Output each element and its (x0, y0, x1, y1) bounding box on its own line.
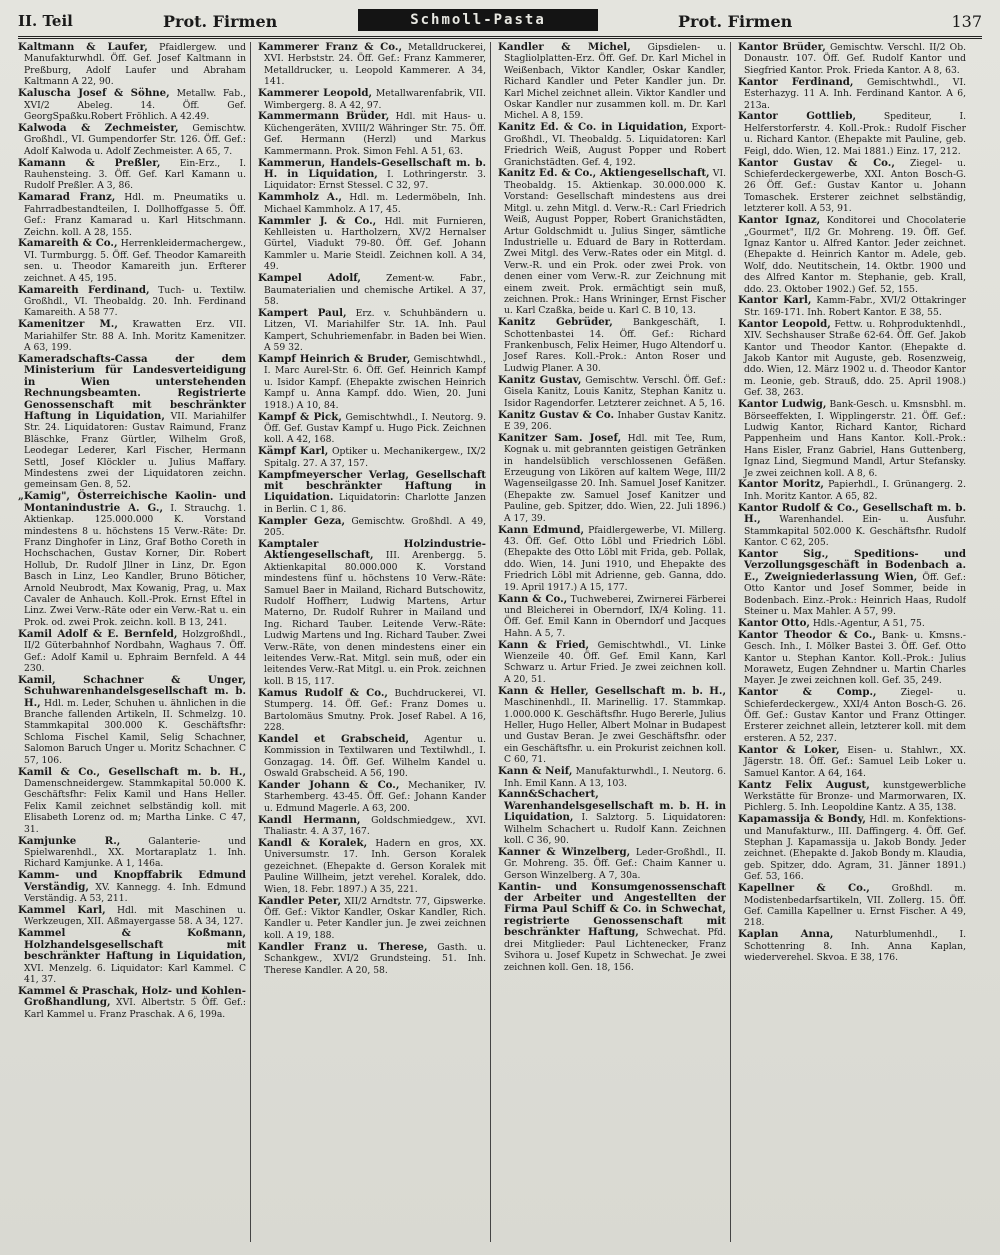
firm-name: Kanitz Ed. & Co., Aktiengesellschaft, (498, 167, 710, 180)
firm-details: Gemischtwhdl., VI. Esterhazyg. 11 A. Inh. Ferdinand Kantor. A 6, 213a. (744, 76, 966, 111)
firm-details: Papierhdl., I. Grünangerg. 2. Inh. Moritz Kantor. A 65, 82. (744, 479, 966, 502)
firm-name: Kann&Schachert, Warenhandelsgesellschaft m. b. H. in Liquidation, (498, 788, 726, 824)
firm-details: Bankgeschäft, I. Schottenbastei 14. Öff. Gef.: Richard Frankenbusch, Felix Heimer, Hugo Altendorf u. Josef Rares. Koll.-Prok.: Anton Roser und Ludwig Planer. A 30. (504, 317, 726, 374)
firm-details: Export-Großhdl., VI. Theobaldg. 5. Liquidatoren: Karl Friedrich Weiß, August Popper und Robert Granichstädten. Gef. 4, 192. (504, 122, 726, 168)
firm-details: Inhaber Gustav Kanitz. E 39, 206. (504, 409, 726, 432)
firm-name: Kampler Geza, (258, 514, 346, 527)
firm-name: Kander Johann & Co., (258, 779, 400, 791)
firm-name: Kamenitzer M., (18, 318, 118, 331)
column-divider (490, 42, 491, 1242)
firm-details: I. Strauchg. 1. Aktienkap. 125.000.000 K. Vorstand mindestens 8 u. höchstens 15 Verw.-Räte: Dr. Franz Dinghofer in Linz, Graf Botho Coreth in Hochschachen, Gustav Korner, Dir. Robert Hollub, Dr. Rudolf Jllner in Linz, Dr. Egon Basch in Linz, Leo Kandler, Bruno Böticher, Arnold Neubrodt, Max Kowanig, Prag, u. Max Cavaler de Anhauch. Koll.-Prok. Ernst Eftel in Linz. Zwei Verw.-Räte oder ein Verw.-Rat u. ein Prok. od. zwei Prok. zeichn. koll. B 13, 241. (24, 502, 246, 628)
directory-entry (498, 525, 726, 593)
directory-entry (258, 539, 486, 687)
firm-name: Kalusch​a Josef & Söhne, (18, 87, 170, 100)
directory-entry (18, 836, 246, 870)
directory-entry (498, 847, 726, 881)
firm-details: I. Salztorg. 5. Liquidatoren: Wilhelm Schachert u. Rudolf Kann. Zeichnen koll. C 36, 90. (504, 812, 726, 847)
firm-name: Kamil & Co., Gesellschaft m. b. H., (18, 765, 246, 778)
firm-details: Optiker u. Mechanikergew., IX/2 Spitalg. 27. A 37, 157. (264, 446, 486, 469)
directory-entry (258, 412, 486, 446)
firm-details: XVI. Menzelg. 6. Liquidator: Karl Kammel. C 41, 37. (24, 962, 246, 985)
firm-details: Hdl. mit Tee, Rum, Kognak u. mit gebrannten geistigen Getränken in handelsüblich verschlossenen Gefäßen. Erzeugung von Likören auf kaltem Wege, III/2 Wagenseilgasse 20. Inh. Samuel Josef Kanitzer. (Ehepakte zw. Samuel Josef Kanitzer und Pauline, geb. Spitzer, ddo. Wien, 22. Juli 1896.) A 17, 39. (504, 432, 726, 524)
firm-name: Kamil, Schachner & Unger, Schuhwarenhandelsgesellschaft m. b. H., (18, 673, 246, 709)
firm-details: Zement-w. Fabr., Baumaterialien und chemische Artikel. A 37, 58. (264, 273, 486, 307)
firm-details: Warenhandel. Ein- u. Ausfuhr. Stammkapital 502.000 K. Geschäftsfhr. Rudolf Kantor. C 62, 205. (744, 514, 966, 548)
firm-name: Kantor Ignaz, (738, 214, 821, 227)
directory-entry (738, 814, 966, 882)
firm-details: XV. Kannegg. 4. Inh. Edmund Verständig. A 53, 211. (24, 881, 246, 905)
directory-entry (18, 88, 246, 122)
directory-entry (258, 88, 486, 111)
firm-details: Eisen- u. Stahlwr., XX. Jägerstr. 18. Öff. Gef.: Samuel Leib Loker u. Samuel Kantor. A 64, 164. (744, 744, 966, 779)
firm-details: Krawatten Erz. VII. Mariahilfer Str. 88 A. Inh. Moritz Kamenitzer. A 63, 199. (24, 319, 246, 354)
directory-entry (738, 319, 966, 399)
firm-name: Kampfmeyerscher Verlag, Gesellschaft mit beschränkter Haftung in Liquidation. (258, 468, 486, 504)
directory-entry (738, 479, 966, 502)
directory-entry (258, 838, 486, 895)
firm-name: Kandel et Grabscheid, (258, 732, 410, 745)
directory-entry (498, 410, 726, 433)
directory-entry (258, 158, 486, 192)
firm-details: Erz. v. Schuhbändern u. Litzen, VI. Mariahilfer Str. 1A. Inh. Paul Kampert, Schuhriemenfabr. in Baden bei Wien. A 59 32. (264, 307, 486, 354)
firm-details: Hdl. m. Konfektions- und Manufakturw., III. Daffingerg. 4. Öff. Gef. Stephan J. Kapamassija u. Jakob Bondy. Jeder zeichnet. (Ehepakte d. Jakob Bondy m. Klaudia, geb. Spitzer, ddo. Agram, 31. Jänner 1891.) Gef. 53, 166. (744, 814, 966, 883)
firm-name: Kann & Neif, (498, 765, 573, 778)
page-number: 137 (951, 12, 982, 31)
directory-entry (18, 905, 246, 928)
directory-entry (498, 433, 726, 524)
firm-name: Kammermann Brüder, (258, 110, 390, 123)
advertisement-banner: Schmoll-Pasta (358, 9, 598, 31)
firm-name: Kann & Fried, (498, 638, 590, 651)
firm-name: Kaplan Anna, (738, 928, 834, 941)
firm-details: Gemischtw. Großhdl. A 49, 205. (264, 515, 486, 539)
firm-details: Großhdl. m. Modistenbedarfsartikeln, VII. Zollerg. 15. Öff. Gef. Camilla Kapellner u. Ernst Fischer. A 49, 218. (744, 883, 966, 929)
firm-name: Kandl & Koralek, (258, 837, 368, 850)
directory-entry (18, 238, 246, 284)
firm-details: Goldschmiedgew., XVI. Thaliastr. 4. A 37, 167. (264, 814, 486, 838)
directory-entry (498, 640, 726, 686)
directory-entry (498, 882, 726, 973)
directory-entry (738, 111, 966, 157)
directory-entry (258, 446, 486, 469)
firm-details: Tuchweberei, Zwirnerei Färberei und Bleicherei in Oberndorf, IX/4 Koling. 11. Öff. Gef. Emil Kann in Oberndorf und Jacques Hahn. A 5, 7. (504, 593, 726, 639)
column-3 (498, 42, 726, 1247)
volume-label: II. Teil (18, 12, 73, 30)
firm-name: Kantor Otto, (738, 616, 810, 629)
firm-details: Metallwarenfabrik, VII. Wimbergerg. 8. A 42, 97. (264, 88, 486, 111)
directory-entry (258, 780, 486, 814)
firm-name: Kamil Adolf & E. Bernfeld, (18, 627, 178, 640)
directory-entry (18, 354, 246, 491)
column-4 (738, 42, 966, 1247)
firm-details: Hdls.-Agentur, A 51, 75. (809, 617, 925, 629)
firm-name: Kammel Karl, (18, 903, 106, 916)
firm-name: Kampel Adolf, (258, 272, 361, 285)
firm-details: Hdl. m. Pneumatiks u. Fahrradbestandteilen, I. Dollhoffgasse 5. Öff. Gef.: Franz Kamarad u. Karl Hitschmann. Zeichn. koll. A 28, 155. (24, 192, 246, 238)
firm-details: Metalldruckerei, XVI. Herbststr. 24. Öff. Gef.: Franz Kammerer, Metalldrucker, u. Leopold Kammerer. A 34, 141. (264, 42, 486, 88)
firm-details: Gasth. u. Schankgew., XVI/2 Grundsteing. 51. Inh. Therese Kandler. A 20, 58. (264, 941, 486, 976)
directory-entry (738, 295, 966, 318)
firm-name: Kammholz A., (258, 191, 342, 204)
directory-entry (18, 928, 246, 985)
firm-details: Ziegel- u. Schieferdeckergew., XXI/4 Anton Bosch-G. 26. Öff. Gef.: Gustav Kantor und Franz Ottinger. Ersterer zeichnet allein, letzterer koll. mit dem ersteren. A 52, 237. (744, 687, 966, 744)
firm-name: Kantor Brüder, (738, 42, 826, 53)
firm-details: Metallw. Fab., XVI/2 Abeleg. 14. Öff. Gef. GeorgSpaßku.Robert Fröhlich. A 42.49. (24, 88, 246, 122)
firm-name: Kann & Heller, Gesellschaft m. b. H., (498, 684, 726, 697)
firm-name: Kapellner & Co., (738, 882, 870, 895)
directory-entry (498, 789, 726, 846)
directory-entry (738, 549, 966, 617)
firm-name: Kapamassija & Bondy, (738, 813, 866, 826)
firm-details: kunstgewerbliche Werkstätte für Bronze- und Marmorwaren, IX. Pichlerg. 5. Inh. Leopoldine Kantz. A 35, 138. (744, 779, 966, 814)
firm-details: Pfaidlergew. und Manufakturwhdl. Öff. Gef. Josef Kaltmann in Preßburg, Adolf Laufer und Abraham Kaltmann A 22, 90. (24, 42, 246, 88)
directory-entry (258, 42, 486, 88)
directory-entry (738, 158, 966, 215)
directory-entry (18, 158, 246, 192)
firm-details: I. Lothringerstr. 3. Liquidator: Ernst Stessel. C 32, 97. (264, 168, 486, 192)
firm-details: Ein-Erz., I. Rauhensteing. 3. Öff. Gef. Karl Kamann u. Rudolf Preßler. A 3, 86. (24, 157, 246, 192)
firm-name: Kanitz Gustav & Co. (498, 408, 614, 421)
firm-details: Herrenkleidermachergew., VI. Turmburgg. 5. Öff. Gef. Theodor Kamareith sen. u. Theodor Kamareith jun. Erfterer zeichnet. A 45, 195. (24, 238, 246, 284)
firm-details: Agentur u. Kommission in Textilwaren und Textilwhdl., I. Gonzagag. 14. Öff. Gef. Wilhelm Kandel u. Oswald Grabscheid. A 56, 190. (264, 733, 486, 780)
firm-details: Gemischtwhdl., VI. Linke Wienzeile 40. Öff. Gef. Emil Kann, Karl Schwarz u. Artur Fried. Je zwei zeichnen koll. A 20, 51. (504, 639, 726, 685)
firm-name: Kamm- und Knopffabrik Edmund Verständig, (18, 869, 246, 893)
firm-name: Kämpf Karl, (258, 445, 329, 458)
directory-entry (498, 317, 726, 374)
firm-details: Damenschneidergew. Stammkapital 50.000 K. Geschäftsfhr: Felix Kamil und Hans Heller. Felix Kamil zeichnet selbständig koll. mit Elisabeth Lorenz od. m; Martha Linke. C 47, 31. (24, 778, 246, 835)
directory-entry (18, 767, 246, 835)
directory-entry (738, 503, 966, 549)
directory-entry (18, 870, 246, 904)
directory-entry (258, 192, 486, 215)
firm-details: Gemischtw. Großhdl., VI. Gumpendorfer Str. 126. Öff. Gef.: Adolf Kalwoda u. Adolf Zechmeister. A 65, 7. (24, 122, 246, 157)
firm-details: Naturblumenhdl., I. Schottenring 8. Inh. Anna Kaplan, wiederverehel. Skvoa. E 38, 176. (744, 929, 966, 964)
directory-entry (258, 308, 486, 354)
firm-name: Kammerer Leopold, (258, 87, 373, 100)
firm-name: Kantor Gustav & Co., (738, 156, 895, 169)
directory-entry (738, 745, 966, 779)
firm-details: Maschinenhdl., II. Marinellig. 17. Stammkap. 1.000.000 K. Geschäftsfhr. Hugo Bererle, Julius Heller, Hugo Heller, Albert Molnar in Budapest und Gustav Beran. Je zwei Geschäftsfhr. oder ein Geschäftsfhr. u. ein Prokurist zeichnen koll. C 60, 71. (504, 697, 726, 766)
directory-entry (18, 491, 246, 628)
firm-name: Kann Edmund, (498, 523, 585, 536)
directory-entry (258, 354, 486, 411)
directory-entry (258, 111, 486, 157)
directory-entry (498, 122, 726, 168)
firm-details: Fettw. u. Rohproduktenhdl., XIV. Sechshauser Straße 62-64. Öff. Gef. Jakob Kantor und Theodor Kantor. (Ehepakte d. Jakob Kantor mit Auguste, geb. Rosenzweig, ddo. Wien, 12. März 1902 u. d. Theodor Kantor m. Leonie, geb. Strauß, ddo. 25. April 1908.) Gef. 38, 263. (744, 318, 966, 399)
directory-entry (738, 42, 966, 76)
directory-entry (258, 470, 486, 516)
firm-details: VII. Mariahilfer Str. 24. Liquidatoren: Gustav Raimund, Franz Bläschke, Franz Gürtler, Wilhelm Groß, Leodegar Lederer, Karl Fischer, Hermann Settl, Josef Klöckler u. Julius Maffary. Mindestens zwei der Liquidatoren zeichn. gemeinsam Gen. 8, 52. (24, 411, 246, 491)
directory-entry (258, 688, 486, 734)
firm-name: Kameradschafts-Cassa der dem Ministerium für Landesverteidigung in Wien unterstehenden Rechnungsbeamten. Registrierte Genossenschaft mit beschränkter Haftung in Liquidation, (18, 352, 246, 422)
firm-name: Kamjunke R., (18, 834, 121, 847)
column-divider (250, 42, 251, 1242)
firm-name: Kantor Karl, (738, 294, 812, 307)
right-running-title: Prot. Firmen (678, 12, 793, 31)
firm-name: Kantor Ludwig, (738, 398, 827, 411)
directory-entry (738, 883, 966, 929)
firm-name: Kantor Moritz, (738, 478, 824, 491)
firm-details: Hdl. m. Leder, Schuhen u. ähnlichen in die Branche fallenden Artikeln, II. Schmelzg. 10. Stammkapital 300.000 K. Geschäftsfhr: Schloma Fischel Kamil, Selig Schachner, Salomon Baruch Unger u. Moritz Schachner. C 57, 106. (24, 697, 246, 766)
firm-name: Kandl Hermann, (258, 813, 361, 826)
firm-name: Kanitz Ed. & Co. in Liquidation, (498, 121, 688, 134)
firm-details: Hdl. mit Haus- u. Küchengeräten, XVIII/2 Währinger Str. 75. Öff. Gef. Hermann (Herzl) und Markus Kammermann. Prok. Simon Fehl. A 51, 63. (264, 111, 486, 157)
directory-entry (738, 780, 966, 814)
directory-entry (258, 896, 486, 942)
firm-details: Ziegel- u. Schieferdeckergewerbe, XXI. Anton Bosch-G. 26 Öff. Gef.: Gustav Kantor u. Johann Tomaschek. Ersterer zeichnet selbständig, letzterer koll. A 53, 91. (744, 157, 966, 215)
page-header (18, 8, 982, 39)
directory-entry (258, 216, 486, 273)
directory-entry (738, 77, 966, 111)
firm-details: Bank-Gesch. u. Kmsnsbhl. m. Börseeffekten, I. Wipplingerstr. 21. Öff. Gef.: Ludwig Kantor, Richard Kantor, Richard Pappenheim und Hans Kantor. Koll.-Prok.: Hans Eisler, Franz Gabriel, Hans Guttenberg, Ignaz Lind, Siegmund Mandl, Artur Stefansky. Je zwei zeichnen koll. A 8, 6. (744, 399, 966, 479)
directory-entry (258, 815, 486, 838)
directory-entry (738, 399, 966, 479)
firm-name: Kampf Heinrich & Bruder, (258, 352, 411, 365)
firm-details: Konditorei und Chocolaterie „Gourmet", II/2 Gr. Mohreng. 19. Öff. Gef. Ignaz Kantor u. Alfred Kantor. Jeder zeichnet. (Ehepakte d. Heinrich Kantor m. Adele, geb. Wolf, ddo. Neutitschein, 14. Oktbr. 1900 und des Alfred Kantor m. Stephanie, geb. Krall, ddo. 23. Oktober 1902.) Gef. 52, 155. (744, 215, 966, 295)
directory-entry (738, 929, 966, 963)
firm-name: Kantor Sig., Speditions- und Verzollungsgeschäft in Bodenbach a. E., Zweigniederlassung Wien, (738, 547, 966, 583)
firm-name: Kaltmann & Laufer, (18, 42, 148, 53)
directory-entry (498, 42, 726, 122)
directory-entry (258, 273, 486, 307)
firm-details: Hdl. mit Maschinen u. Werkzeugen, XII. Aßmayergasse 58. A 34, 127. (24, 904, 246, 928)
firm-details: Gemischtw. Verschl. II/2 Ob. Donaustr. 107. Öff. Gef. Rudolf Kantor und Siegfried Kantor. Prok. Frieda Kantor. A 8, 63. (744, 42, 966, 76)
firm-name: Kantz Felix August, (738, 778, 870, 791)
directory-entry (738, 215, 966, 295)
firm-details: Pfaidlergewerbe, VI. Millerg. 43. Öff. Gef. Otto Löbl und Friedrich Löbl. (Ehepakte des Otto Löbl mit Frida, geb. Pollak, ddo. Wien, 14. Juni 1910, und Ehepakte des Friedrich Löbl mit Adrienne, geb. Ganna, ddo. 19. April 1917.) A 15, 177. (504, 524, 726, 593)
firm-details: Gemischtwhdl., I. Marc Aurel-Str. 6. Öff. Gef. Heinrich Kampf u. Isidor Kampf. (Ehepakte zwischen Heinrich Kampf u. Anna Kampf. ddo. Wien, 20. Juni 1918.) A 10, 84. (264, 353, 486, 411)
column-divider (730, 42, 731, 1242)
directory-entry (18, 629, 246, 675)
firm-name: Kantin- und Konsumgenossenschaft der Arbeiter und Angestellten der Firma Paul Schiff & Co. in Schwechat, registrierte Genossenschaft mit beschränkter Haftung, (498, 880, 726, 939)
firm-details: Hdl. mit Furnieren, Kehlleisten u. Hartholzern, XV/2 Hernalser Gürtel, Viadukt 79-80. Öff. Gef. Johann Kammler u. Marie Steidl. Zeichnen koll. A 34, 49. (264, 215, 486, 273)
firm-details: Hdl. m. Ledermöbeln, Inh. Michael Kammholz. A 17, 45. (264, 192, 486, 215)
firm-name: Kammler J. & Co., (258, 214, 377, 227)
directory-entry (18, 42, 246, 88)
firm-name: Kandler & Michel, (498, 42, 631, 53)
firm-details: XVI. Albertstr. 5 Öff. Gef.: Karl Kammel u. Franz Praschak. A 6, 199a. (24, 997, 246, 1020)
directory-entry (498, 766, 726, 789)
firm-details: Kamm-Fabr., XVI/2 Ottakringer Str. 169-171. Inh. Robert Kantor. E 38, 55. (744, 295, 966, 318)
directory-entry (258, 516, 486, 539)
firm-details: Manufakturwhdl., I. Neutorg. 6. Inh. Emil Kann. A 13, 103. (504, 766, 726, 789)
left-running-title: Prot. Firmen (163, 12, 278, 31)
firm-name: Kalwoda & Zechmeister, (18, 121, 179, 134)
directory-entry (18, 123, 246, 157)
firm-name: Kantor Rudolf & Co., Gesellschaft m. b. H., (738, 501, 966, 526)
firm-name: Kanitz Gustav, (498, 373, 582, 386)
firm-name: Kantor Theodor & Co., (738, 628, 876, 641)
firm-name: „Kamig", Österreichische Kaolin- und Montanindustrie A. G., (18, 490, 246, 514)
firm-details: Leder-Großhdl., II. Gr. Mohreng. 35. Öff. Gef.: Chaim Kanner u. Gerson Winzelberg. A 7, 30a. (504, 846, 726, 881)
firm-details: Holzgroßhdl., II/2 Güterbahnhof Nordbahn, Waghaus 7. Öff. Gef.: Adolf Kamil u. Ephraim Bernfeld. A 44 230. (24, 628, 246, 674)
firm-details: Buchdruckerei, VI. Stumperg. 14. Öff. Gef.: Franz Domes u. Bartolomäus Smutny. Prok. Josef Rabel. A 16, 228. (264, 687, 486, 733)
firm-details: Gemischtw. Verschl. Öff. Gef.: Gisela Kanitz, Louis Kanitz, Stephan Kanitz u. Isidor Ragendorfer. Letzterer zeichnet. A 5, 16. (504, 374, 726, 409)
directory-entry (738, 687, 966, 744)
column-2 (258, 42, 486, 1247)
firm-name: Kantor Leopold, (738, 317, 831, 330)
firm-details: Schwechat. Pfd. drei Mitglieder: Paul Lichtenecker, Franz Svihora u. Josef Kupetz in Schwechat. Je zwei zeichnen koll. Gen. 18, 156. (504, 927, 726, 973)
firm-name: Kammel & Praschak, Holz- und Kohlen-Großhandlung, (18, 984, 246, 1009)
firm-name: Kampert Paul, (258, 306, 347, 319)
directory-entry (18, 192, 246, 238)
firm-details: XII/2 Arndtstr. 77, Gipswerke. Öff. Gef.: Viktor Kandler, Oskar Kandler, Rich. Kandler u. Peter Kandler jun. Je zwei zeichnen koll. A 19, 188. (264, 895, 486, 941)
firm-details: Tuch- u. Textilw. Großhdl., VI. Theobaldg. 20. Inh. Ferdinand Kamareith. A 58 77. (24, 284, 246, 319)
firm-details: Mechaniker, IV. Starhemberg. 43-45. Öff. Gef.: Johann Kander u. Edmund Magerle. A 63, 200. (264, 780, 486, 814)
directory-entry (738, 618, 966, 629)
firm-details: Hadern en gros, XX. Universumstr. 17. Inh. Gerson Koralek gezeichnet. (Ehepakte d. Gerson Koralek mit Pauline Willheim, jetzt verehel. Koralek, ddo. Wien, 18. Febr. 1897.) A 35, 221. (264, 838, 486, 895)
firm-name: Kandler Peter, (258, 894, 342, 907)
firm-name: Kantor & Comp., (738, 686, 877, 699)
firm-details: III. Arenbergg. 5. Aktienkapital 80.000.000 K. Vorstand mindestens fünf u. höchstens 10 Verw.-Räte: Samuel Baer in Mailand, Richard Butschowitz, Rudolf Hoffherr, Ludwig Martens, Artur Materno, Dr. Rudolf Ruhrer in Mailand und Ing. Richard Tauber. Leitende Verw.-Räte: Ludwig Martens und Ing. Richard Tauber. Zwei Verw.-Räte, von denen mindestens einer ein leitendes Verw.-Rat. Mitgl. sein muß, oder ein leitendes Verw.-Rat Mitgl. u. ein Prok. zeichnen koll. B 15, 117. (264, 550, 486, 687)
directory-entry (498, 686, 726, 766)
firm-name: Kanitzer Sam. Josef, (498, 431, 622, 444)
firm-name: Kantor Gottlieb, (738, 110, 856, 123)
directory-entry (18, 675, 246, 766)
firm-name: Kamann & Preßler, (18, 156, 161, 169)
firm-details: Galanterie- und Spielwarenhdl., XX. Mortaraplatz 1. Inh. Richard Kamjunke. A 1, 146a. (24, 835, 246, 870)
firm-details: Gipsdielen- u. Stagliolplatten-Erz. Öff. Gef. Dr. Karl Michel in Weißenbach, Viktor Kandler, Oskar Kandler, Richard Kandler und Peter Kandler jun. Dr. Karl Michel zeichnet allein. Viktor Kandler und Oskar Kandler nur zusammen koll. m. Dr. Karl Michel. A 8, 159. (504, 42, 726, 122)
firm-name: Kanitz Gebrüder, (498, 316, 613, 329)
firm-name: Kammel & Koßmann, Holzhandelsgesellschaft mit beschränkter Haftung in Liquidation, (18, 927, 246, 963)
directory-entry (258, 734, 486, 780)
firm-name: Kandler Franz u. Therese, (258, 940, 428, 953)
firm-name: Kamarad Franz, (18, 191, 116, 204)
directory-entry (498, 168, 726, 316)
directory-entry (18, 319, 246, 353)
directory-entry (498, 594, 726, 640)
firm-name: Kantor & Loker, (738, 743, 840, 756)
firm-name: Kanner & Winzelberg, (498, 845, 631, 858)
firm-name: Kamareith Ferdinand, (18, 283, 150, 296)
column-1 (18, 42, 246, 1247)
firm-name: Kamptaler Holzindustrie-Aktiengesellschaft, (258, 537, 486, 562)
firm-name: Kampf & Pick, (258, 410, 342, 423)
firm-details: Spediteur, I. Helferstorferstr. 4. Koll.-Prok.: Rudolf Fischer u. Richard Kantor. (Ehepakte mit Pauline, geb. Feigl, ddo. Wien, 12. Mai 1881.) Einz. 17, 212. (744, 111, 966, 157)
firm-name: Kamareith & Co., (18, 237, 118, 250)
firm-name: Kammerer Franz & Co., (258, 42, 403, 53)
directory-entry (738, 630, 966, 687)
directory-entry (498, 375, 726, 409)
firm-name: Kantor Ferdinand, (738, 75, 854, 88)
firm-name: Kammerun, Handels-Gesellschaft m. b. H. in Liquidation, (258, 156, 486, 180)
firm-name: Kamus Rudolf & Co., (258, 686, 388, 699)
directory-entry (18, 986, 246, 1020)
firm-details: Bank- u. Kmsns.-Gesch. Inh., I. Mölker Bastei 3. Öff. Gef. Otto Kantor u. Stephan Kantor. Koll.-Prok.: Julius Morawetz, Eugen Zehndner u. Martin Charles Mayer. Je zwei zeichnen koll. Gef. 35, 249. (744, 629, 966, 687)
firm-details: Öff. Gef.: Otto Kantor und Josef Sommer, beide in Bodenbach. Einz.-Prok.: Heinrich Haas, Rudolf Steiner u. Max Mahler. A 57, 99. (744, 571, 966, 617)
firm-details: Liquidatorin: Charlotte Janzen in Berlin. C 1, 86. (264, 492, 486, 515)
firm-name: Kann & Co., (498, 592, 568, 605)
directory-entry (258, 942, 486, 976)
firm-details: Gemischtwhdl., I. Neutorg. 9. Öff. Gef. Gustav Kampf u. Hugo Pick. Zeichnen koll. A 42, 168. (264, 411, 486, 446)
directory-entry (18, 285, 246, 319)
firm-details: VI. Theobaldg. 15. Aktienkap. 30.000.000 K. Vorstand: Gesellschaft mindestens aus drei Mitgl. u. zehn Mitgl. d. Verw.-R.: Carl Friedrich Weiß, August Popper, Robert Granichstädten, Artur Goldschmidt u. Julius Singer, sämtliche Industrielle u. Eduard de Bary in Rotterdam. Zwei Mitgl. des Verw.-Rates oder ein Mitgl. d. Verw.-R. und ein Prok. oder zwei Prok. von denen einer vom Verw.-R. zur Zeichnung mit einem zweit. Prok. ermächtigt sein muß, zeichnen. Prok.: Hans Wrininger, Ernst Fischer u. Karl Czaßka, beide u. Karl C. B 10, 13. (504, 168, 726, 317)
